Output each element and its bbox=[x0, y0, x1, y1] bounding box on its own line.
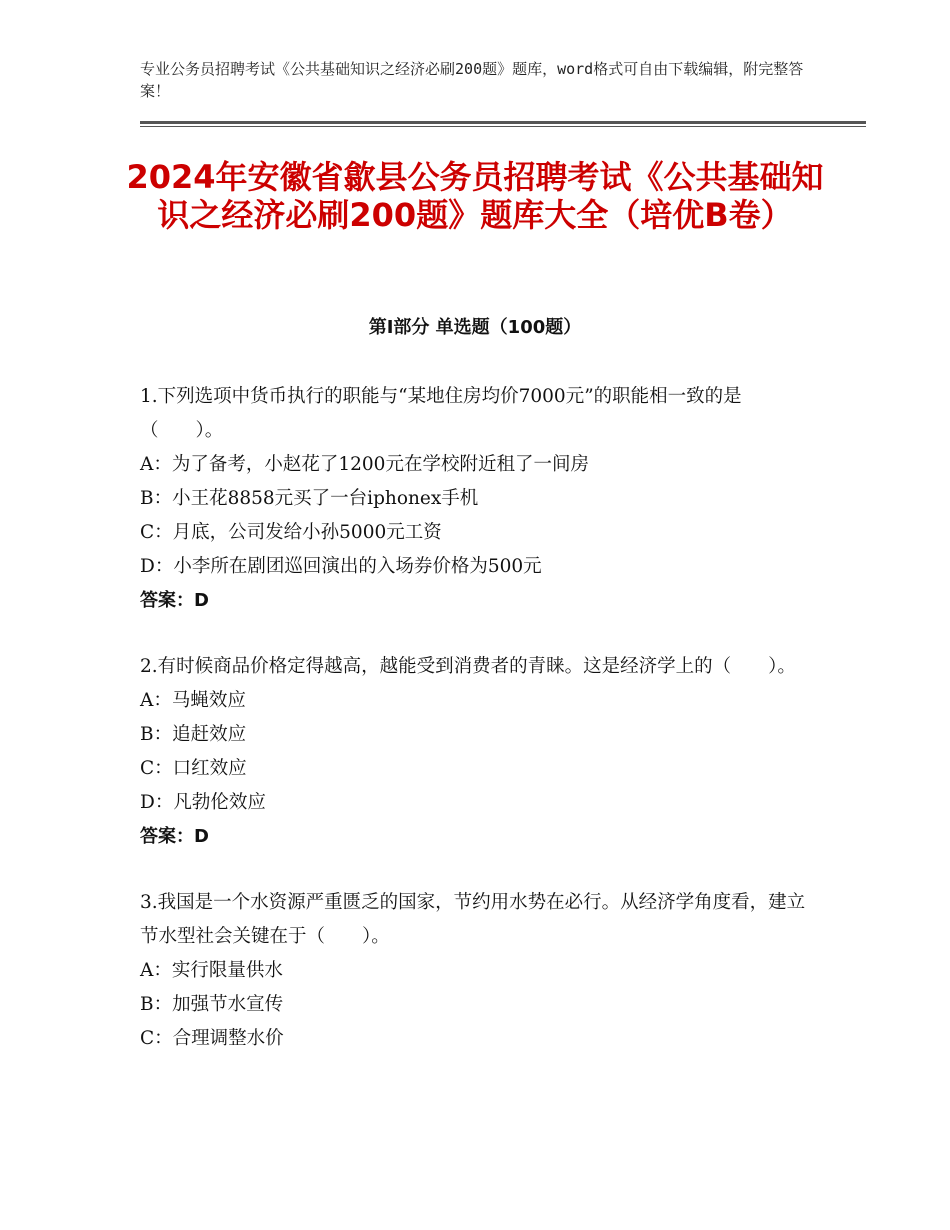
option-c: C：月底，公司发给小孙5000元工资 bbox=[140, 522, 442, 543]
document-title: 2024年安徽省歙县公务员招聘考试《公共基础知识之经济必刷200题》题库大全（培优B卷） bbox=[126, 158, 824, 234]
option-b: B：追赶效应 bbox=[140, 724, 247, 745]
section-heading: 第Ⅰ部分 单选题（100题） bbox=[368, 317, 582, 338]
option-a: A：实行限量供水 bbox=[140, 960, 283, 981]
question-stem: 3.我国是一个水资源严重匮乏的国家，节约用水势在必行。从经济学角度看，建立节水型社会关键在于（ ）。 bbox=[140, 892, 806, 947]
header-divider-thin bbox=[140, 126, 866, 127]
option-a: A：马蝇效应 bbox=[140, 690, 246, 711]
question-list bbox=[140, 380, 810, 1088]
option-d: D：凡勃伦效应 bbox=[140, 792, 266, 813]
question-stem: 2.有时候商品价格定得越高，越能受到消费者的青睐。这是经济学上的（ ）。 bbox=[140, 656, 796, 677]
question-1 bbox=[140, 380, 810, 618]
option-d: D：小李所在剧团巡回演出的入场券价格为500元 bbox=[140, 556, 542, 577]
option-b: B：小王花8858元买了一台iphonex手机 bbox=[140, 488, 479, 509]
question-2 bbox=[140, 650, 810, 854]
option-b: B：加强节水宣传 bbox=[140, 994, 284, 1015]
header-note: 专业公务员招聘考试《公共基础知识之经济必刷200题》题库，word格式可自由下载编辑，附完整答案！ bbox=[140, 60, 804, 100]
answer-line: 答案：D bbox=[140, 590, 209, 611]
question-stem: 1.下列选项中货币执行的职能与“某地住房均价7000元”的职能相一致的是（ ）。 bbox=[140, 386, 742, 441]
option-c: C：口红效应 bbox=[140, 758, 247, 779]
answer-line: 答案：D bbox=[140, 826, 209, 847]
header-divider-thick bbox=[140, 121, 866, 124]
option-a: A：为了备考，小赵花了1200元在学校附近租了一间房 bbox=[140, 454, 589, 475]
option-c: C：合理调整水价 bbox=[140, 1028, 284, 1049]
question-3 bbox=[140, 886, 810, 1056]
